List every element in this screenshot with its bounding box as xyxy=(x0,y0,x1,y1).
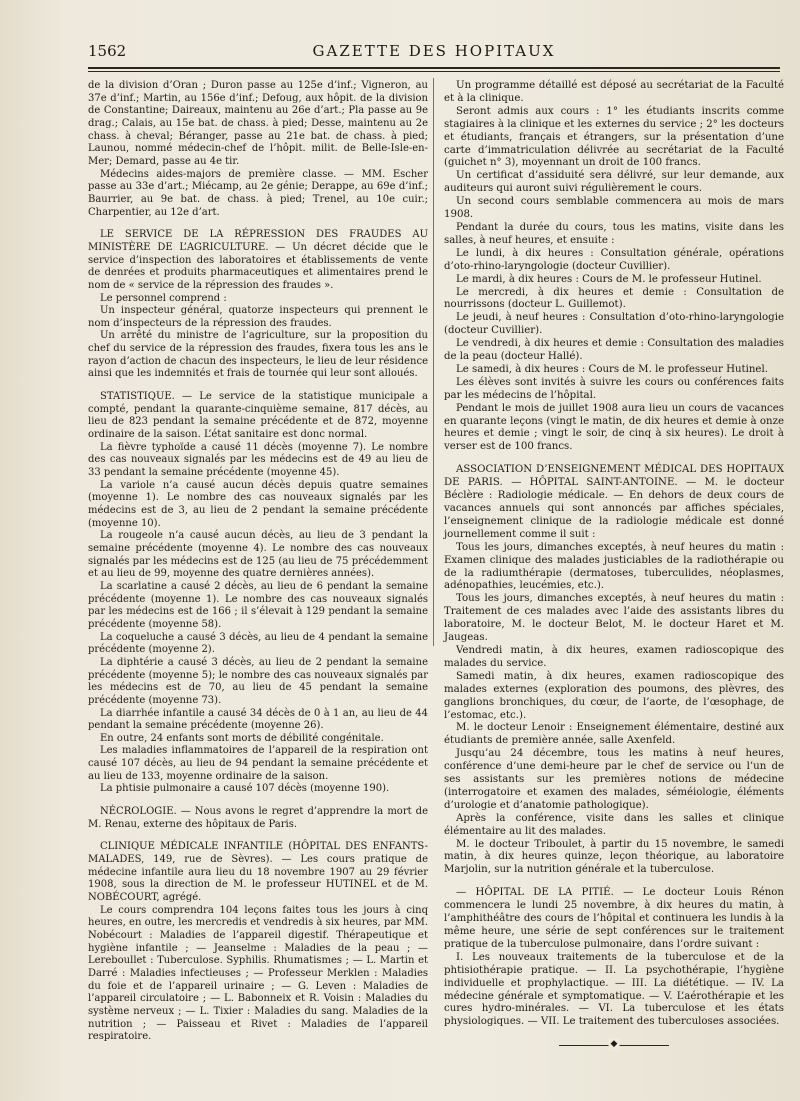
article-paragraph: En outre, 24 enfants sont morts de débilité congénitale. xyxy=(100,732,384,744)
article-paragraph: LE SERVICE DE LA RÉPRESSION DES FRAUDES AU MINISTÈRE DE L’AGRICULTURE. — Un décret décide que le service d’inspection des laboratoires et établissements de vente de denrées et produits pharmaceutiques et alimentaires prend le nom de « service de la répression des fraudes ». xyxy=(88,229,428,291)
article-paragraph: La phtisie pulmonaire a causé 107 décès (moyenne 190). xyxy=(100,783,390,795)
article-paragraph: Le vendredi, à dix heures et demie : Consultation des maladies de la peau (docteur Hallé). xyxy=(444,338,784,363)
article-paragraph: Un programme détaillé est déposé au secrétariat de la Faculté et à la clinique. xyxy=(444,80,784,104)
article-paragraph: Un arrêté du ministre de l’agriculture, sur la proposition du chef du service de la répression des fraudes, fixera tous les ans le rayon d’action de chacun des inspecteurs, le lieu de leur résidence ainsi que les indemnités et frais de tournée qui leur sont alloués. xyxy=(88,330,428,380)
article-paragraph: Le lundi, à dix heures : Consultation générale, opérations d’oto-rhino-laryngologie (docteur Cuvillier). xyxy=(444,247,784,272)
article-paragraph: Jusqu’au 24 décembre, tous les matins à neuf heures, conférence d’une demi-heure par le chef de service ou l’un de ses assistants sur les premières notions de médecine (interrogatoire et examen des malades, séméiologie, éléments d’urologie et d’anatomie pathologique). xyxy=(444,748,784,811)
article-paragraph: Médecins aides-majors de première classe. — MM. Escher passe au 33e d’art.; Miécamp, au 2e génie; Derappe, au 69e d’inf.; Baurrier, au 9e bat. de chass. à pied; Trenel, au 10e cuir.; Charpentier, au 12e d’art. xyxy=(88,168,428,218)
journal-title: GAZETTE DES HOPITAUX xyxy=(312,42,556,60)
article-paragraph: Pendant la durée du cours, tous les matins, visite dans les salles, à neuf heures, et ensuite : xyxy=(444,221,784,246)
column-divider xyxy=(433,78,434,646)
end-ornament xyxy=(559,1045,669,1046)
article-paragraph: Samedi matin, à dix heures, examen radioscopique des malades externes (exploration des poumons, des plèvres, des ganglions bronchiques, du cœur, de l’aorte, de l’œsophage, de l’estomac, etc.). xyxy=(444,670,784,721)
article-paragraph: Le samedi, à dix heures : Cours de M. le professeur Hutinel. xyxy=(456,363,768,375)
article-paragraph: La scarlatine a causé 2 décès, au lieu de 6 pendant la semaine précédente (moyenne 1). Le nombre des cas nouveaux signalés par les médecins est de 166 ; il s’élevait à 129 pendant la semaine précédente (moyenne 58). xyxy=(88,580,428,630)
article-paragraph: Le mercredi, à dix heures et demie : Consultation de nourrissons (docteur L. Guillemot). xyxy=(444,286,784,311)
article-paragraph: Le jeudi, à neuf heures : Consultation d’oto-rhino-laryngologie (docteur Cuvillier). xyxy=(444,312,784,337)
article-paragraph: — HÔPITAL DE LA PITIÉ. — Le docteur Louis Rénon commencera le lundi 25 novembre, à dix heures du matin, à l’amphithéâtre des cours de l’hôpital et continuera les lundis à la même heure, une série de sept conférences sur le traitement pratique de la tuberculose pulmonaire, dans l’ordre suivant : xyxy=(444,887,784,950)
article-paragraph: La variole n’a causé aucun décès depuis quatre semaines (moyenne 1). Le nombre des cas nouveaux signalés par les médecins est de 3, au lieu de 2 pendant la semaine précédente (moyenne 10). xyxy=(88,479,428,529)
header-rule xyxy=(88,67,780,69)
article-paragraph: Le mardi, à dix heures : Cours de M. le professeur Hutinel. xyxy=(456,273,762,285)
article-paragraph: Tous les jours, dimanches exceptés, à neuf heures du matin : Traitement de ces malades avec l’aide des assistants libres du laboratoire, M. le docteur Belot, M. le docteur Haret et M. Jaugeas. xyxy=(444,593,784,644)
article-paragraph: Seront admis aux cours : 1° les étudiants inscrits comme stagiaires à la clinique et les externes du service ; 2° les docteurs et étudiants, français et étrangers, sur la présentation d’une carte d’immatriculation délivrée au secrétariat de la Faculté (guichet n° 3), moyennant un droit de 100 francs. xyxy=(444,105,784,169)
page-header xyxy=(88,40,780,66)
article-paragraph: La coqueluche a causé 3 décès, au lieu de 4 pendant la semaine précédente (moyenne 2). xyxy=(88,631,428,656)
article-paragraph: M. le docteur Triboulet, à partir du 15 novembre, le samedi matin, à dix heures quinze, leçon théorique, au laboratoire Marjolin, sur la nutrition générale et la tuberculose. xyxy=(444,838,784,876)
article-paragraph: CLINIQUE MÉDICALE INFANTILE (HÔPITAL DES ENFANTS-MALADES, 149, rue de Sèvres). — Les cours pratique de médecine infantile aura lieu du 18 novembre 1907 au 29 février 1908, sous la direction de M. le professeur HUTINEL et de M. NOBÉCOURT, agrégé. xyxy=(88,841,428,904)
article-paragraph: Un inspecteur général, quatorze inspecteurs qui prennent le nom d’inspecteurs de la répression des fraudes. xyxy=(88,305,428,329)
article-paragraph: Le personnel comprend : xyxy=(100,292,227,304)
article-paragraph: La diarrhée infantile a causé 34 décès de 0 à 1 an, au lieu de 44 pendant la semaine précédente (moyenne 26). xyxy=(88,707,428,732)
article-paragraph: I. Les nouveaux traitements de la tuberculose et de la phtisiothérapie pratique. — II. La psychothérapie, l’hygiène individuelle et prophylactique. — III. La diététique. — IV. La médecine générale et symptomatique. — V. L’aérothérapie et les cures hydro-minérales. — VI. La tuberculose et les états physiologiques. — VII. Le traitement des tuberculoses associées. xyxy=(444,951,784,1028)
article-paragraph: La diphtérie a causé 3 décès, au lieu de 2 pendant la semaine précédente (moyenne 5); le nombre des cas nouveaux signalés par les médecins est de 70, au lieu de 45 pendant la semaine précédente (moyenne 73). xyxy=(88,656,428,706)
article-paragraph: Tous les jours, dimanches exceptés, à neuf heures du matin : Examen clinique des malades justiciables de la radiothérapie ou de la radiumthérapie (dermatoses, tuberculides, néoplasmes, adénopathies, leucémies, etc.). xyxy=(444,541,784,592)
article-paragraph: NÉCROLOGIE. — Nous avons le regret d’apprendre la mort de M. Renau, externe des hôpitaux de Paris. xyxy=(88,806,428,830)
page-number: 1562 xyxy=(88,42,127,60)
article-paragraph: Vendredi matin, à dix heures, examen radioscopique des malades du service. xyxy=(444,644,784,669)
article-paragraph: Les maladies inflammatoires de l’appareil de la respiration ont causé 107 décès, au lieu de 94 pendant la semaine précédente et au lieu de 133, moyenne ordinaire de la saison. xyxy=(88,745,428,782)
article-paragraph: Après la conférence, visite dans les salles et clinique élémentaire au lit des malades. xyxy=(444,812,784,837)
header-rule-thin xyxy=(88,71,780,72)
article-paragraph: STATISTIQUE. — Le service de la statistique municipale a compté, pendant la quarante-cinquième semaine, 817 décès, au lieu de 823 pendant la semaine précédente et de 872, moyenne ordinaire de la saison. L’état sanitaire est donc normal. xyxy=(88,391,428,441)
article-paragraph: Un certificat d’assiduité sera délivré, sur leur demande, aux auditeurs qui auront suivi régulièrement le cours. xyxy=(444,170,784,195)
article-paragraph: La rougeole n’a causé aucun décès, au lieu de 3 pendant la semaine précédente (moyenne 4). Le nombre des cas nouveaux signalés par les médecins est de 125 (au lieu de 75 précédemment et au lieu de 99, moyenne des quatre dernières années). xyxy=(88,530,428,580)
article-paragraph: M. le docteur Lenoir : Enseignement élémentaire, destiné aux étudiants de première année, salle Axenfeld. xyxy=(444,722,784,747)
article-paragraph: Un second cours semblable commencera au mois de mars 1908. xyxy=(444,196,784,221)
article-paragraph: Les élèves sont invités à suivre les cours ou conférences faits par les médecins de l’hôpital. xyxy=(444,376,784,401)
right-column xyxy=(444,80,784,1046)
article-paragraph: ASSOCIATION D’ENSEIGNEMENT MÉDICAL DES HOPITAUX DE PARIS. — HÔPITAL SAINT-ANTOINE. — M. le docteur Béclère : Radiologie médicale. — En dehors de deux cours de vacances annuels qui sont annoncés par affiches spéciales, l’enseignement clinique de la radiologie médicale est donné journellement comme il suit : xyxy=(444,464,784,540)
left-column xyxy=(88,80,428,1044)
article-paragraph: de la division d’Oran ; Duron passe au 125e d’inf.; Vigneron, au 37e d’inf.; Martin, au 156e d’inf.; Defoug, aux hôpit. de la division de Constantine; Daireaux, maintenu au 26e d’art.; Pla passe au 9e drag.; Calais, au 15e bat. de chass. à pied; Desse, maintenu au 2e chass. à cheval; Béranger, passe au 21e bat. de chass. à pied; Launou, nommé médecin-chef de l’hôpit. milit. de Belle-Isle-en-Mer; Demard, passe au 4e tir. xyxy=(88,80,428,167)
article-paragraph: La fièvre typhoïde a causé 11 décès (moyenne 7). Le nombre des cas nouveaux signalés par les médecins est de 49 au lieu de 33 pendant la semaine précédente (moyenne 45). xyxy=(88,441,428,479)
article-paragraph: Pendant le mois de juillet 1908 aura lieu un cours de vacances en quarante leçons (vingt le matin, de dix heures et demie à onze heures et demie ; vingt le soir, de cinq à six heures). Le droit à verser est de 100 francs. xyxy=(444,402,784,453)
article-paragraph: Le cours comprendra 104 leçons faites tous les jours à cinq heures, en outre, les mercredis et vendredis à six heures, par MM. Nobécourt : Maladies de l’appareil digestif. Thérapeutique et hygiène infantile ; — Jeanselme : Maladies de la peau ; — Lereboullet : Tuberculose. Syphilis. Rhumatismes ; — L. Martin et Darré : Maladies infectieuses ; — Professeur Merklen : Maladies du foie et de l’appareil urinaire ; — G. Leven : Maladies de l’appareil circulatoire ; — L. Babonneix et R. Voisin : Maladies du système nerveux ; — L. Tixier : Maladies du sang. Maladies de la nutrition ; — Paisseau et Rivet : Maladies de l’appareil respiratoire. xyxy=(88,904,428,1043)
